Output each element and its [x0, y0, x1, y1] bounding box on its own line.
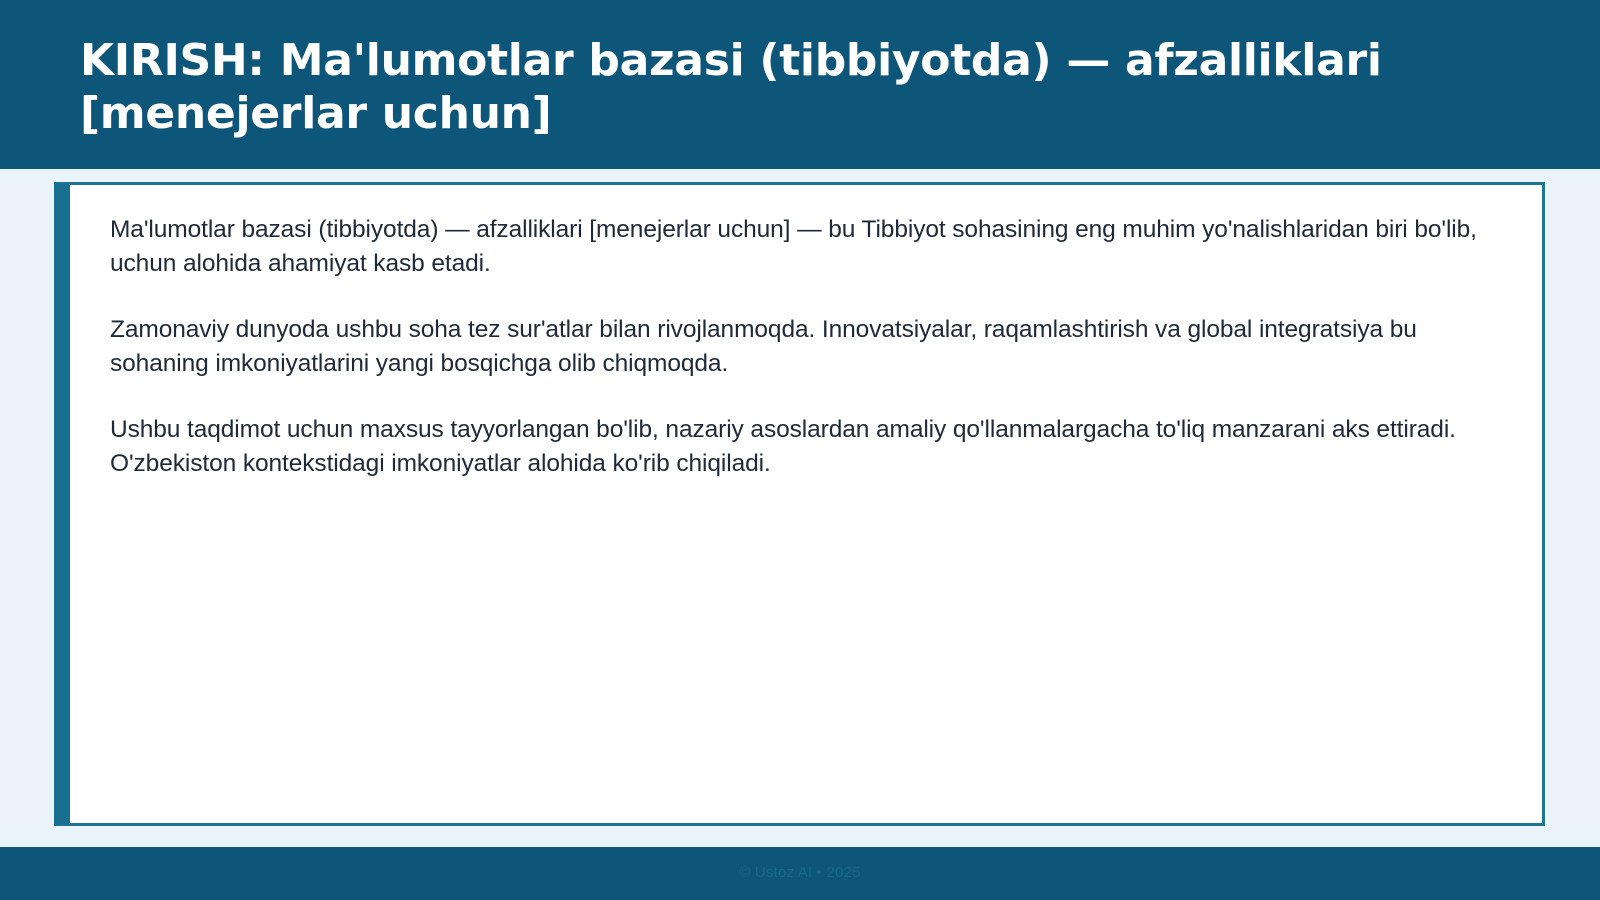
intro-paragraph: Ma'lumotlar bazasi (tibbiyotda) — afzalliklari [menejerlar uchun] — bu Tibbiyot sohasining eng muhim yo'nalishlaridan biri bo'lib, uchun alohida ahamiyat kasb etadi. [110, 216, 1477, 277]
content-card [54, 182, 1545, 826]
development-paragraph: Zamonaviy dunyoda ushbu soha tez sur'atlar bilan rivojlanmoqda. Innovatsiyalar, raqamlashtirish va global integratsiya bu sohaning imkoniyatlarini yangi bosqichga olib chiqmoqda. [110, 316, 1417, 377]
slide-title: KIRISH: Ma'lumotlar bazasi (tibbiyotda) — afzalliklari [menejerlar uchun] [80, 35, 1382, 139]
presentation-purpose-paragraph: Ushbu taqdimot uchun maxsus tayyorlangan bo'lib, nazariy asoslardan amaliy qo'llanmalargacha to'liq manzarani aks ettiradi. O'zbekiston kontekstidagi imkoniyatlar alohida ko'rib chiqiladi. [110, 416, 1456, 477]
footer-credit: © Ustoz AI • 2025 [739, 864, 861, 881]
slide-footer [0, 847, 1600, 900]
slide-header [0, 0, 1600, 169]
